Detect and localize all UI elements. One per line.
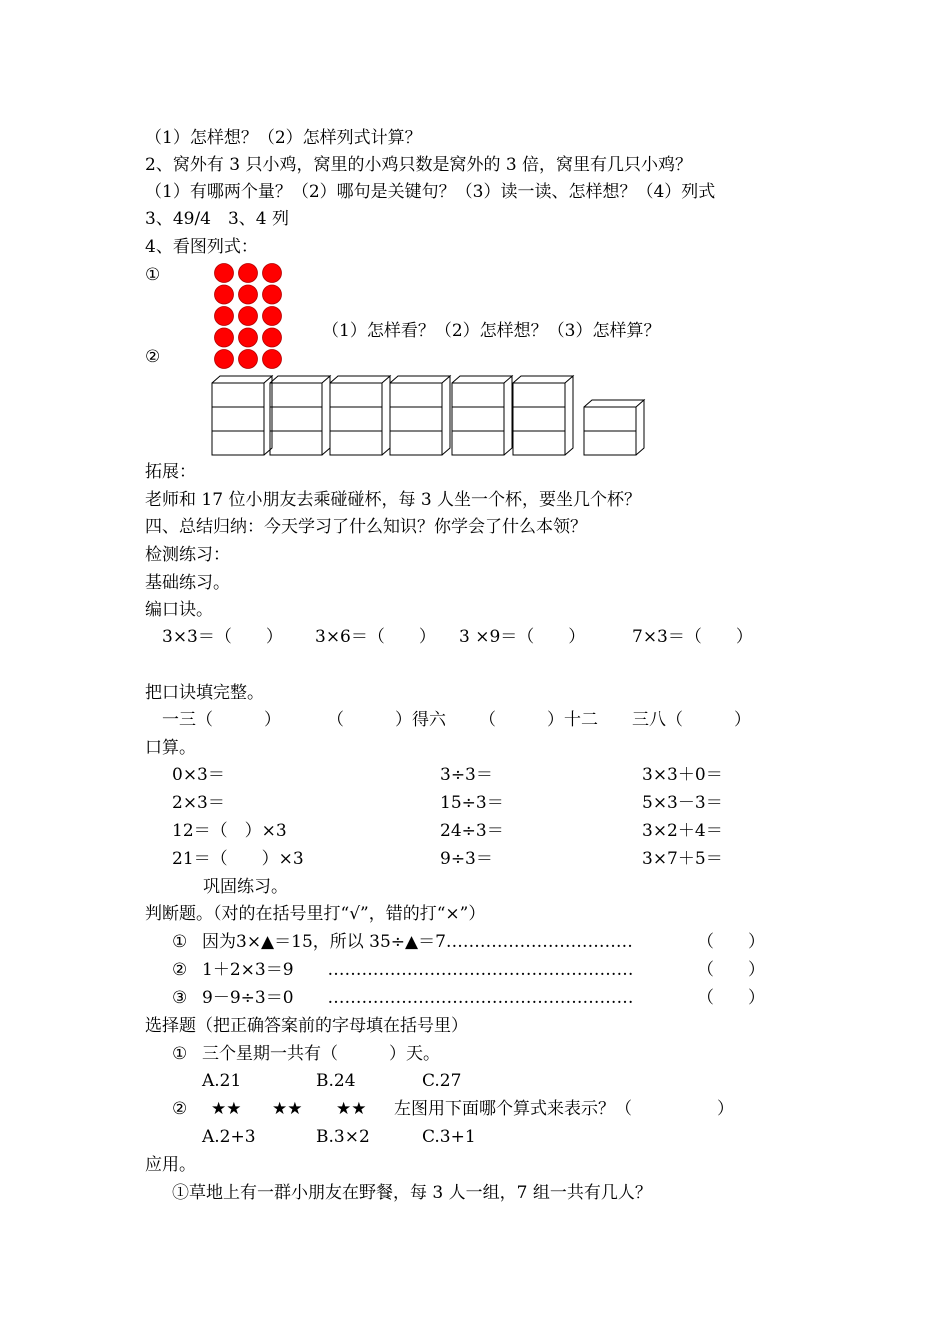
red-dot bbox=[215, 264, 234, 283]
choice-number: ② bbox=[172, 1099, 188, 1119]
box-stack bbox=[270, 376, 330, 455]
box-stacks-figure bbox=[205, 372, 645, 462]
choice-number: ① bbox=[172, 1044, 188, 1064]
fill-item: （ ）十二 bbox=[479, 710, 598, 730]
section-heading: 判断题。（对的在括号里打“√”，错的打“×”） bbox=[145, 904, 486, 924]
koujue-item: 3 ×9＝（ ） bbox=[459, 627, 586, 647]
figure-mark-2: ② bbox=[145, 347, 161, 367]
fill-item: （ ）得六 bbox=[327, 710, 446, 730]
red-dot bbox=[215, 328, 234, 347]
red-dot bbox=[263, 350, 282, 369]
judge-bracket: （ ） bbox=[697, 988, 765, 1008]
kousuan-item: 2×3＝ bbox=[172, 793, 225, 813]
star-pair-icon: ★★ bbox=[336, 1099, 367, 1119]
choice-option: A.2+3 bbox=[202, 1127, 256, 1147]
red-dot bbox=[263, 307, 282, 326]
fill-item: 一三（ ） bbox=[162, 710, 281, 730]
choice-option: C.3+1 bbox=[422, 1127, 476, 1147]
text-line: （1）有哪两个量？（2）哪句是关键句？（3）读一读、怎样想？（4）列式 bbox=[145, 182, 716, 202]
kousuan-item: 0×3＝ bbox=[172, 765, 225, 785]
text-line: 3、49/4 3、4 列 bbox=[145, 209, 290, 229]
box-stack bbox=[513, 376, 573, 455]
fill-item: 三八（ ） bbox=[632, 710, 751, 730]
judge-statement: 1＋2×3＝9 ……………………………………………… bbox=[202, 960, 634, 980]
red-dot bbox=[263, 285, 282, 304]
choice-option: C.27 bbox=[422, 1071, 462, 1091]
kousuan-item: 24÷3＝ bbox=[440, 821, 504, 841]
star-pair-icon: ★★ bbox=[272, 1099, 303, 1119]
kousuan-item: 9÷3＝ bbox=[440, 849, 493, 869]
text-line: 老师和 17 位小朋友去乘碰碰杯，每 3 人坐一个杯，要坐几个杯？ bbox=[145, 490, 642, 510]
section-heading: 检测练习： bbox=[145, 545, 230, 565]
box-stack bbox=[452, 376, 512, 455]
problem-4: 4、看图列式： bbox=[145, 237, 258, 257]
judge-bracket: （ ） bbox=[697, 932, 765, 952]
kousuan-item: 3×2＋4＝ bbox=[642, 821, 723, 841]
figure-question: （1）怎样看？（2）怎样想？（3）怎样算？ bbox=[322, 321, 661, 341]
section-heading: 巩固练习。 bbox=[203, 877, 288, 897]
choice-question: 左图用下面哪个算式来表示？（ ） bbox=[394, 1099, 734, 1119]
section-heading: 选择题（把正确答案前的字母填在括号里） bbox=[145, 1016, 468, 1036]
kousuan-item: 3×7＋5＝ bbox=[642, 849, 723, 869]
koujue-item: 3×6＝（ ） bbox=[315, 627, 436, 647]
box-stack bbox=[330, 376, 390, 455]
red-dot bbox=[239, 328, 258, 347]
section-heading: 应用。 bbox=[145, 1155, 196, 1175]
red-dot bbox=[215, 285, 234, 304]
box-stack bbox=[390, 376, 450, 455]
kousuan-item: 3×3＋0＝ bbox=[642, 765, 723, 785]
section-heading: 拓展： bbox=[145, 462, 196, 482]
judge-bracket: （ ） bbox=[697, 960, 765, 980]
section-heading: 把口诀填完整。 bbox=[145, 683, 264, 703]
red-dot bbox=[239, 285, 258, 304]
box-stack bbox=[584, 400, 644, 455]
kousuan-item: 21＝（ ）×3 bbox=[172, 849, 304, 869]
red-dot bbox=[263, 328, 282, 347]
red-dot bbox=[239, 264, 258, 283]
kousuan-item: 5×3－3＝ bbox=[642, 793, 723, 813]
box-stack bbox=[212, 376, 272, 455]
section-heading: 基础练习。 bbox=[145, 573, 230, 593]
judge-number: ① bbox=[172, 932, 188, 952]
judge-statement: 9－9÷3＝0 ……………………………………………… bbox=[202, 988, 634, 1008]
application-problem: ①草地上有一群小朋友在野餐，每 3 人一组，7 组一共有几人？ bbox=[172, 1183, 652, 1203]
section-heading: 四、总结归纳：今天学习了什么知识？你学会了什么本领？ bbox=[145, 517, 587, 537]
red-dot bbox=[215, 350, 234, 369]
kousuan-item: 15÷3＝ bbox=[440, 793, 504, 813]
star-pair-icon: ★★ bbox=[211, 1099, 242, 1119]
choice-option: B.24 bbox=[316, 1071, 356, 1091]
choice-option: B.3×2 bbox=[316, 1127, 370, 1147]
red-dot bbox=[239, 307, 258, 326]
choice-option: A.21 bbox=[202, 1071, 242, 1091]
section-heading: 编口诀。 bbox=[145, 600, 213, 620]
text-line: （1）怎样想？（2）怎样列式计算？ bbox=[145, 128, 422, 148]
kousuan-item: 3÷3＝ bbox=[440, 765, 493, 785]
red-dot bbox=[263, 264, 282, 283]
problem-2: 2、窝外有 3 只小鸡，窝里的小鸡只数是窝外的 3 倍，窝里有几只小鸡？ bbox=[145, 155, 693, 175]
choice-question: 三个星期一共有（ ）天。 bbox=[202, 1044, 440, 1064]
red-dot bbox=[215, 307, 234, 326]
red-dot bbox=[239, 350, 258, 369]
figure-mark-1: ① bbox=[145, 265, 161, 285]
koujue-item: 3×3＝（ ） bbox=[162, 627, 283, 647]
judge-statement: 因为3×▲＝15，所以 35÷▲＝7…………………………… bbox=[202, 932, 633, 952]
judge-number: ② bbox=[172, 960, 188, 980]
koujue-item: 7×3＝（ ） bbox=[632, 627, 753, 647]
section-heading: 口算。 bbox=[145, 738, 196, 758]
kousuan-item: 12＝（ ）×3 bbox=[172, 821, 287, 841]
judge-number: ③ bbox=[172, 988, 188, 1008]
red-dots-figure bbox=[214, 262, 286, 372]
